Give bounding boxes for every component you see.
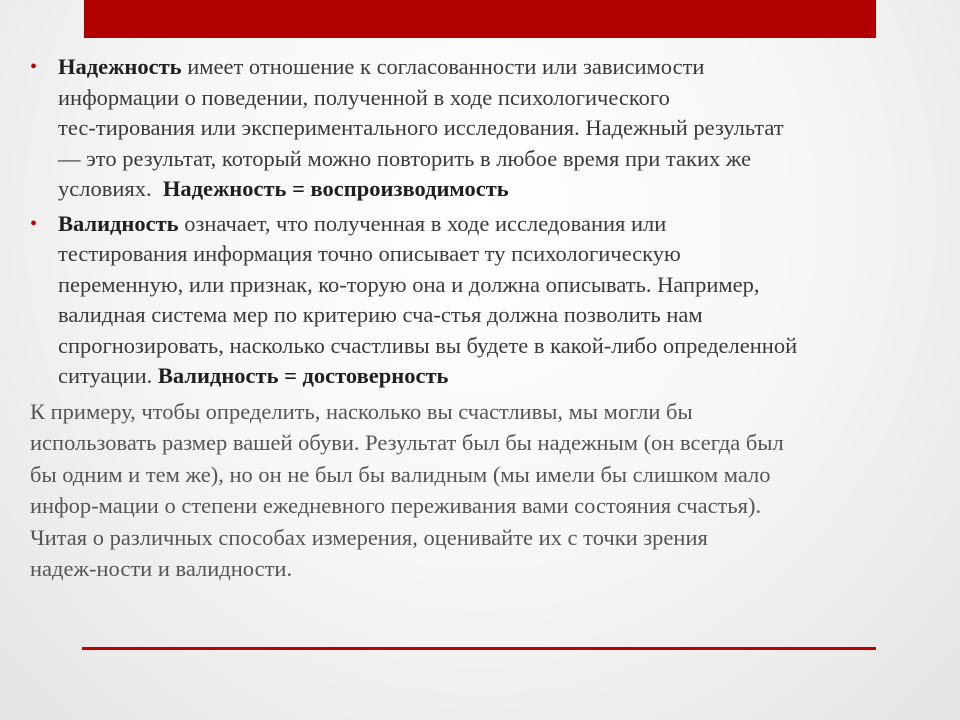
bullet-line xyxy=(58,52,945,83)
bullet-text xyxy=(58,209,945,392)
term-reliability: Надежность xyxy=(58,54,182,79)
bullet-dot-icon: • xyxy=(30,212,38,235)
paragraph-line: инфор-мации о степени ежедневного переживания вами состояния счастья). xyxy=(30,493,762,518)
bullet-text xyxy=(58,52,945,205)
paragraph-line: Читая о различных способах измерения, оценивайте их с точки зрения xyxy=(30,524,708,550)
bullet-line: тес-тирования или экспериментального исследования. Надежный результат xyxy=(58,115,784,140)
bottom-divider xyxy=(82,647,876,650)
line-text: условиях. xyxy=(58,176,163,201)
slide-content xyxy=(30,52,945,585)
bullet-line xyxy=(58,361,945,392)
bullet-line xyxy=(58,209,945,240)
line-text: ситуации. xyxy=(58,363,158,388)
bullet-dot-icon: • xyxy=(30,56,38,78)
summary-reliability: Надежность = воспроизводимость xyxy=(162,176,509,201)
bullet-reliability xyxy=(30,52,945,205)
bullet-validity xyxy=(30,209,945,392)
line-text: означает, что полученная в ходе исследования или xyxy=(184,210,667,236)
example-paragraph xyxy=(30,396,945,585)
bullet-line: спрогнозировать, насколько счастливы вы будете в какой-либо определенной xyxy=(58,332,798,358)
bullet-line: переменную, или признак, ко-торую она и должна описывать. Например, xyxy=(58,271,760,297)
paragraph-line: бы одним и тем же), но он не был бы валидным (мы имели бы слишком мало xyxy=(30,461,771,487)
term-validity: Валидность xyxy=(58,210,179,236)
summary-validity: Валидность = достоверность xyxy=(157,363,449,388)
bullet-line: — это результат, который можно повторить в любое время при таких же xyxy=(58,145,752,171)
bullet-line: информации о поведении, полученной в ходе психологического xyxy=(58,84,670,110)
top-accent-bar xyxy=(84,0,876,38)
paragraph-line: надеж-ности и валидности. xyxy=(30,556,293,581)
bullet-line: тестирования информация точно описывает ту психологическую xyxy=(58,241,681,266)
bullet-line: валидная система мер по критерию сча-стья должна позволить нам xyxy=(58,302,703,327)
paragraph-line: использовать размер вашей обуви. Результат был бы надежным (он всегда был xyxy=(30,430,784,455)
bullet-line xyxy=(58,174,945,205)
line-text: имеет отношение к согласованности или зависимости xyxy=(187,54,705,79)
paragraph-line: К примеру, чтобы определить, насколько вы счастливы, мы могли бы xyxy=(30,398,693,424)
